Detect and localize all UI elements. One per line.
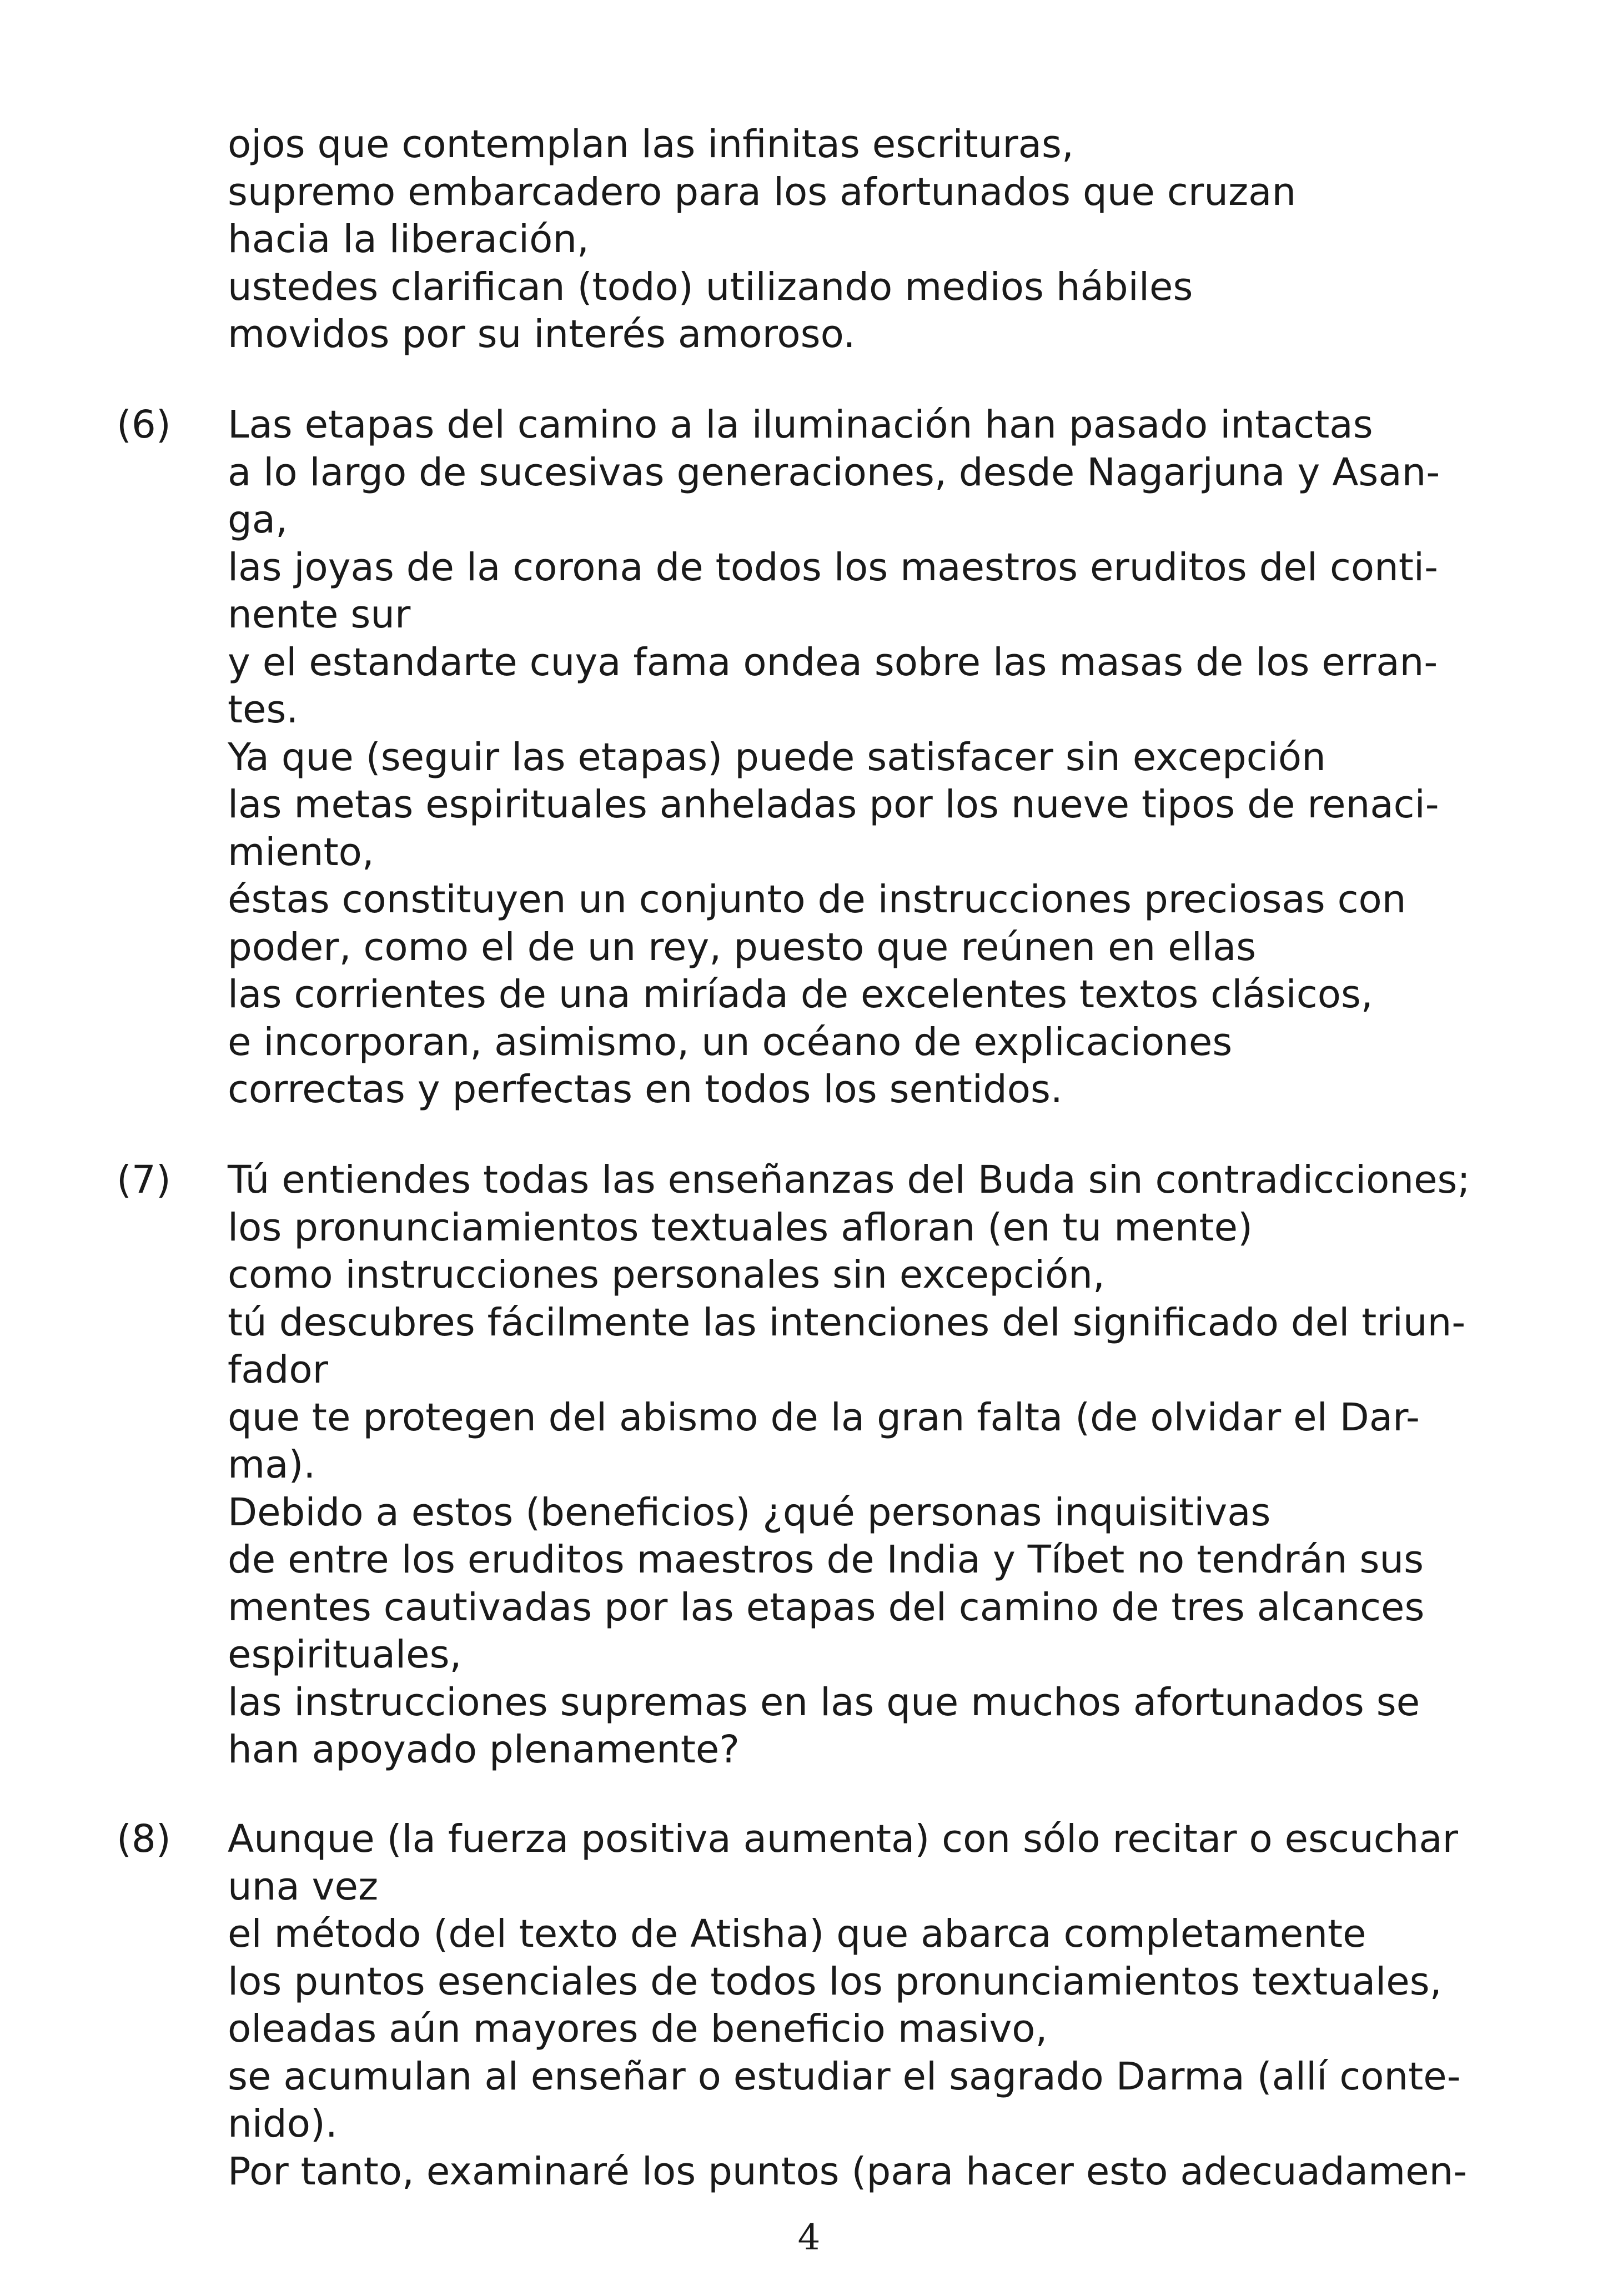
verse-line: oleadas aún mayores de beneficio masivo,: [228, 2007, 1048, 2051]
verse-line: nente sur: [228, 592, 411, 637]
verse-line: fador: [228, 1348, 328, 1392]
verse-line: miento,: [228, 830, 374, 875]
verse-lines: [228, 1816, 1505, 2195]
verse-line: se acumulan al enseñar o estudiar el sagrado Darma (allí conte-: [228, 2054, 1461, 2099]
verse-line: como instrucciones personales sin excepción,: [228, 1253, 1105, 1297]
verse-line: una vez: [228, 1864, 379, 1909]
verse-line: tes.: [228, 687, 299, 732]
verse-line: tú descubres fácilmente las intenciones del significado del triun-: [228, 1300, 1466, 1345]
verse-line: Las etapas del camino a la iluminación han pasado intactas: [228, 403, 1373, 447]
verse-line: poder, como el de un rey, puesto que reúnen en ellas: [228, 925, 1257, 969]
verse-line: Aunque (la fuerza positiva aumenta) con sólo recitar o escuchar: [228, 1817, 1459, 1861]
verse-lines: [228, 1157, 1505, 1774]
verse-line: los pronunciamientos textuales afloran (en tu mente): [228, 1205, 1253, 1250]
verse-line: las metas espirituales anheladas por los nueve tipos de renaci-: [228, 782, 1439, 827]
page-number: 4: [797, 2217, 821, 2258]
verse-line: nido).: [228, 2102, 338, 2146]
verse-line: Debido a estos (beneficios) ¿qué personas inquisitivas: [228, 1490, 1271, 1535]
verse-line: han apoyado plenamente?: [228, 1727, 740, 1772]
verse-line: el método (del texto de Atisha) que abarca completamente: [228, 1912, 1366, 1956]
verse-line: Ya que (seguir las etapas) puede satisfacer sin excepción: [228, 735, 1326, 780]
verse-line: Por tanto, examinaré los puntos (para hacer esto adecuadamen-: [228, 2149, 1468, 2194]
verse-line: a lo largo de sucesivas generaciones, desde Nagarjuna y Asan-: [228, 450, 1440, 495]
verse-number: (8): [117, 1817, 171, 1861]
verse-lines: [228, 121, 1505, 359]
verse-line: movidos por su interés amoroso.: [228, 312, 856, 356]
verse-line: hacia la liberación,: [228, 217, 589, 262]
verse-line: las corrientes de una miríada de excelentes textos clásicos,: [228, 972, 1373, 1017]
verse-line: ga,: [228, 498, 288, 542]
verse-line: supremo embarcadero para los afortunados que cruzan: [228, 169, 1297, 214]
verse-line: los puntos esenciales de todos los pronunciamientos textuales,: [228, 1959, 1442, 2004]
verse-line: que te protegen del abismo de la gran falta (de olvidar el Dar-: [228, 1395, 1420, 1440]
verse-line: las joyas de la corona de todos los maestros eruditos del conti-: [228, 545, 1439, 590]
verse-line: e incorporan, asimismo, un océano de explicaciones: [228, 1019, 1233, 1064]
verse-line: correctas y perfectas en todos los sentidos.: [228, 1067, 1063, 1112]
verse-line: y el estandarte cuya fama ondea sobre las masas de los erran-: [228, 640, 1438, 685]
verse-line: ma).: [228, 1443, 316, 1487]
verse-number: (6): [117, 403, 171, 447]
verse-line: ustedes clarifican (todo) utilizando medios hábiles: [228, 264, 1193, 309]
verse-line: ojos que contemplan las infinitas escrituras,: [228, 122, 1074, 167]
verse-line: mentes cautivadas por las etapas del camino de tres alcances: [228, 1585, 1425, 1630]
verse-number: (7): [117, 1158, 171, 1202]
verse-line: Tú entiendes todas las enseñanzas del Buda sin contradicciones;: [228, 1158, 1470, 1202]
verse-line: éstas constituyen un conjunto de instrucciones preciosas con: [228, 877, 1406, 922]
verse-lines: [228, 401, 1505, 1114]
verse-line: de entre los eruditos maestros de India y Tíbet no tendrán sus: [228, 1538, 1424, 1582]
verse-line: espirituales,: [228, 1632, 462, 1677]
verse-line: las instrucciones supremas en las que muchos afortunados se: [228, 1680, 1420, 1725]
